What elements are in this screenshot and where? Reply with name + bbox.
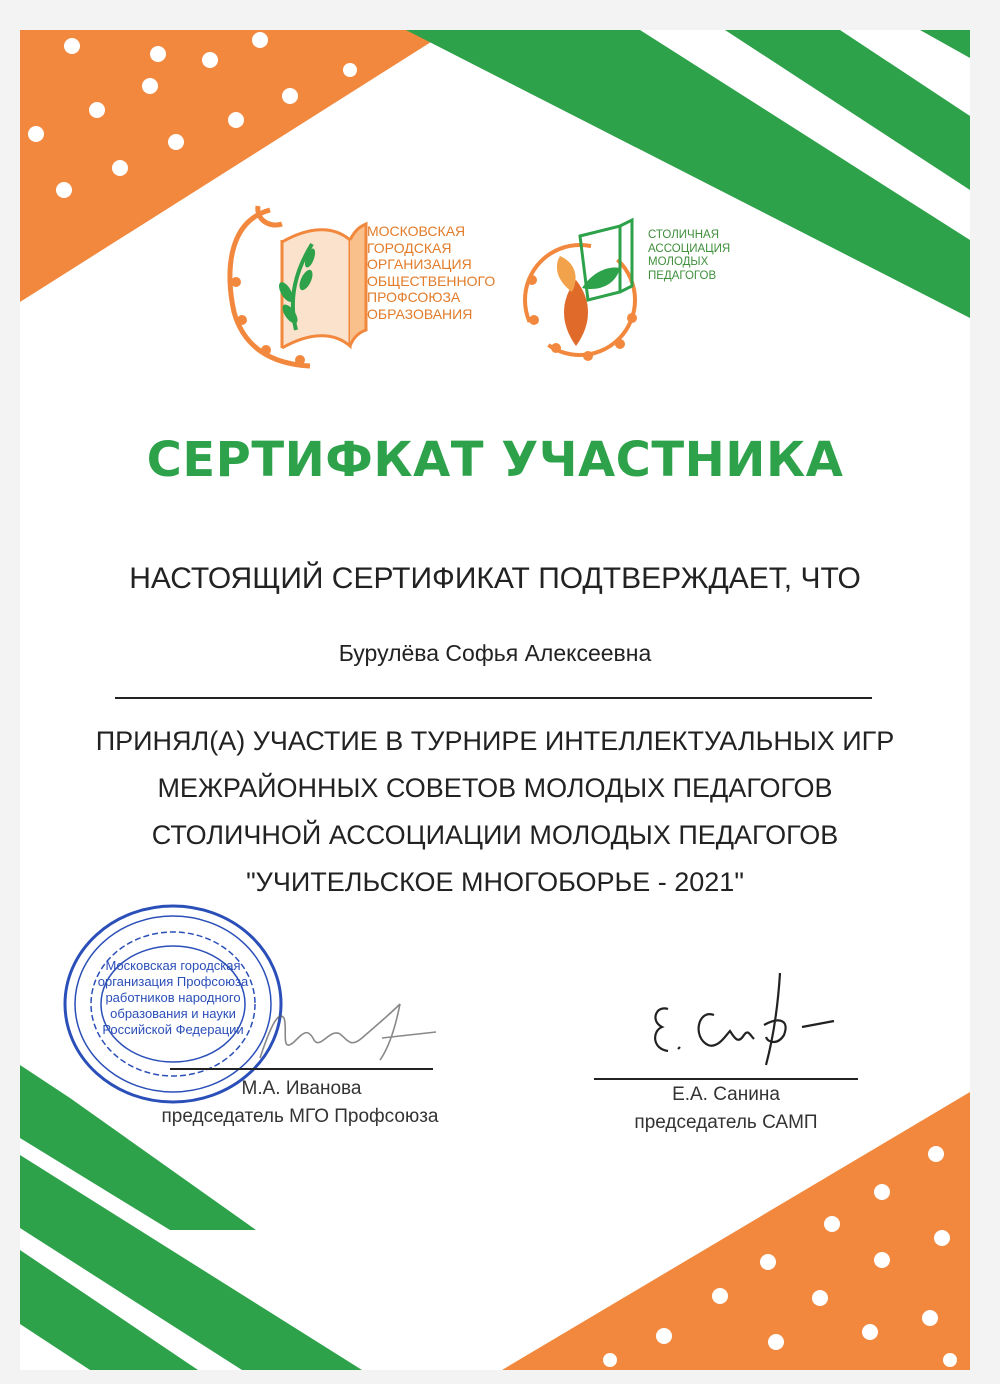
mgo-logo-line: МОСКОВСКАЯ [367, 223, 466, 239]
participation-text [20, 718, 970, 906]
stamp-line: образования и науки [110, 1006, 236, 1021]
name-underline [115, 697, 872, 699]
stamp-line: работников народного [105, 990, 241, 1005]
mgo-logo-line: ПРОФСОЮЗА [367, 289, 461, 306]
mgo-logo-line: ОБРАЗОВАНИЯ [367, 305, 473, 322]
samp-logo-line: МОЛОДЫХ [648, 256, 709, 269]
stamp-line: организация Профсоюза [97, 974, 249, 989]
samp-logo-line: АССОЦИАЦИЯ [648, 242, 731, 255]
signatory-name: М.А. Иванова [241, 1078, 362, 1099]
mgo-logo-line: ГОРОДСКАЯ [367, 239, 452, 256]
participation-line: СТОЛИЧНОЙ АССОЦИАЦИИ МОЛОДЫХ ПЕДАГОГОВ [151, 820, 839, 850]
certificate [20, 30, 970, 1370]
mgo-logo-text [367, 223, 507, 322]
mgo-logo-line: ОРГАНИЗАЦИЯ [367, 256, 472, 273]
certificate-title: СЕРТИФКАТ УЧАСТНИКА [146, 432, 844, 488]
stamp-line: Московская городская [105, 958, 241, 973]
confirmation-text: НАСТОЯЩИЙ СЕРТИФИКАТ ПОДТВЕРЖДАЕТ, ЧТО [129, 562, 861, 595]
signature-line [170, 1068, 433, 1070]
participation-line: ПРИНЯЛ(А) УЧАСТИЕ В ТУРНИРЕ ИНТЕЛЛЕКТУАЛЬНЫХ ИГР [95, 726, 895, 756]
participation-line: "УЧИТЕЛЬСКОЕ МНОГОБОРЬЕ - 2021" [246, 867, 744, 897]
signature-line [594, 1078, 858, 1080]
signature-ivanova-icon [250, 998, 440, 1068]
book-wreath-logo-icon [230, 206, 366, 366]
signatory-name: Е.А. Санина [672, 1084, 780, 1105]
signature-sanina-icon [638, 965, 838, 1070]
pen-leaf-logo-icon [525, 220, 637, 361]
samp-logo-text [648, 229, 748, 283]
signatory-position: председатель МГО Профсоюза [161, 1106, 439, 1127]
signatory-position: председатель САМП [634, 1112, 818, 1133]
recipient-name: Бурулёва Софья Алексеевна [338, 640, 652, 666]
participation-line: МЕЖРАЙОННЫХ СОВЕТОВ МОЛОДЫХ ПЕДАГОГОВ [157, 773, 833, 803]
samp-logo-line: ПЕДАГОГОВ [648, 269, 717, 282]
stamp-line: Российской Федерации [102, 1022, 244, 1037]
samp-logo-line: СТОЛИЧНАЯ [648, 229, 720, 241]
mgo-logo-line: ОБЩЕСТВЕННОГО [367, 272, 496, 289]
